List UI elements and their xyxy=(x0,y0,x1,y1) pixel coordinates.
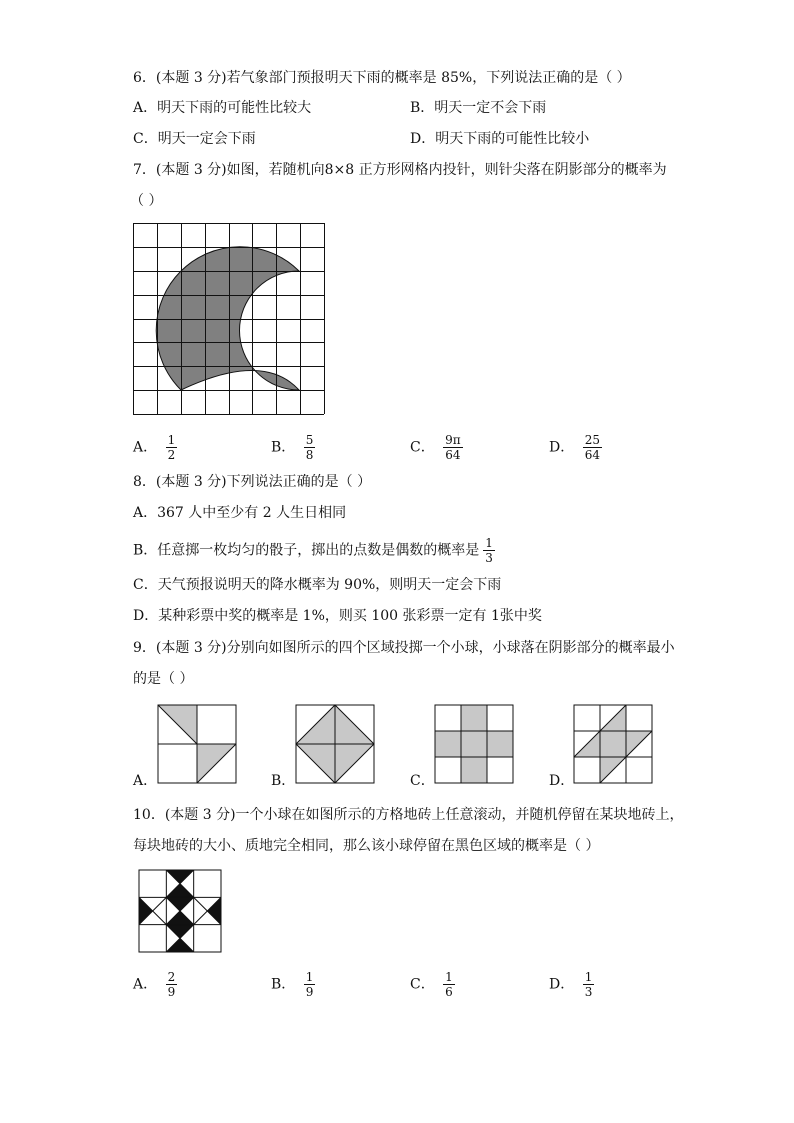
q7-option-d-fraction xyxy=(583,433,602,462)
q7-option-c xyxy=(410,433,463,462)
q9-stem-line1: 9．(本题 3 分)分别向如图所示的四个区域投掷一个小球，小球落在阴影部分的概率最小 xyxy=(133,640,675,656)
numerator: 1 xyxy=(305,970,314,984)
q6-option-a: A．明天下雨的可能性比较大 xyxy=(133,100,312,116)
q7-option-d xyxy=(549,433,602,462)
q7-option-b xyxy=(271,433,315,462)
q9-label-a: A． xyxy=(133,773,158,789)
denominator: 64 xyxy=(584,448,600,462)
q7-option-c-fraction xyxy=(443,433,463,462)
numerator: 1 xyxy=(445,970,453,984)
q9-figure-c xyxy=(435,705,513,783)
q10-stem-line2: 每块地砖的大小、质地完全相同，那么该小球停留在黑色区域的概率是（ ） xyxy=(133,838,600,854)
numerator: 1 xyxy=(167,433,176,447)
q8-option-d: D．某种彩票中奖的概率是 1%，则买 100 张彩票一定有 1张中奖 xyxy=(133,608,542,624)
q7-option-a xyxy=(133,433,177,462)
q9-label-b: B． xyxy=(271,773,296,789)
q7-option-a-letter: A． xyxy=(133,439,158,456)
denominator: 9 xyxy=(167,985,176,999)
q9-stem-line2: 的是（ ） xyxy=(133,671,194,687)
q10-option-a-letter: A． xyxy=(133,976,158,993)
q9-figure-a xyxy=(158,705,236,783)
q10-tile-figure xyxy=(139,870,221,952)
q10-option-d-letter: D． xyxy=(549,976,575,993)
q7-option-b-letter: B． xyxy=(271,439,296,456)
q9-figure-b xyxy=(296,705,374,783)
q7-shaded-region xyxy=(156,247,299,390)
q10-option-a xyxy=(133,970,177,999)
q10-option-b-fraction xyxy=(304,970,316,999)
denominator: 3 xyxy=(485,551,493,565)
q10-stem-line1: 10．(本题 3 分)一个小球在如图所示的方格地砖上任意滚动，并随机停留在某块地砖上， xyxy=(133,807,684,823)
q7-option-c-letter: C． xyxy=(410,439,435,456)
numerator: 2 xyxy=(167,970,176,984)
denominator: 3 xyxy=(584,985,593,999)
q6-option-b: B．明天一定不会下雨 xyxy=(410,100,547,116)
numerator: 9π xyxy=(445,433,461,447)
denominator: 8 xyxy=(305,448,314,462)
q8-option-a: A．367 人中至少有 2 人生日相同 xyxy=(133,505,347,521)
q8-option-b-fraction xyxy=(483,536,495,565)
q10-option-b-letter: B． xyxy=(271,976,296,993)
q10-option-a-fraction xyxy=(166,970,178,999)
numerator: 1 xyxy=(485,536,493,550)
q7-option-d-letter: D． xyxy=(549,439,575,456)
denominator: 6 xyxy=(445,985,453,999)
q7-paren: （ ） xyxy=(130,193,163,209)
denominator: 2 xyxy=(167,448,176,462)
q7-option-b-fraction xyxy=(304,433,316,462)
denominator: 9 xyxy=(305,985,314,999)
q8-option-c: C．天气预报说明天的降水概率为 90%，则明天一定会下雨 xyxy=(133,577,502,593)
q10-option-d xyxy=(549,970,594,999)
q9-label-c: C． xyxy=(410,773,435,789)
q9-figure-d xyxy=(574,705,652,783)
q6-option-d: D．明天下雨的可能性比较小 xyxy=(410,131,590,147)
q10-option-b xyxy=(271,970,315,999)
q6-stem: 6．(本题 3 分)若气象部门预报明天下雨的概率是 85%，下列说法正确的是（ ） xyxy=(133,70,631,86)
q8-option-b-text: B．任意掷一枚均匀的骰子，掷出的点数是偶数的概率是 xyxy=(133,542,480,559)
q8-stem: 8．(本题 3 分)下列说法正确的是（ ） xyxy=(133,474,372,490)
q9-label-d: D． xyxy=(549,773,575,789)
q10-option-d-fraction xyxy=(583,970,595,999)
numerator: 25 xyxy=(584,433,600,447)
q8-option-b xyxy=(133,536,495,565)
q10-option-c-letter: C． xyxy=(410,976,435,993)
numerator: 5 xyxy=(305,433,314,447)
numerator: 1 xyxy=(584,970,593,984)
q10-option-c xyxy=(410,970,455,999)
q7-grid-figure xyxy=(133,223,324,414)
q10-option-c-fraction xyxy=(443,970,455,999)
denominator: 64 xyxy=(445,448,461,462)
q7-stem: 7．(本题 3 分)如图，若随机向8×8 正方形网格内投针，则针尖落在阴影部分的概率为 xyxy=(133,162,667,178)
q6-option-c: C．明天一定会下雨 xyxy=(133,131,256,147)
q7-option-a-fraction xyxy=(166,433,178,462)
